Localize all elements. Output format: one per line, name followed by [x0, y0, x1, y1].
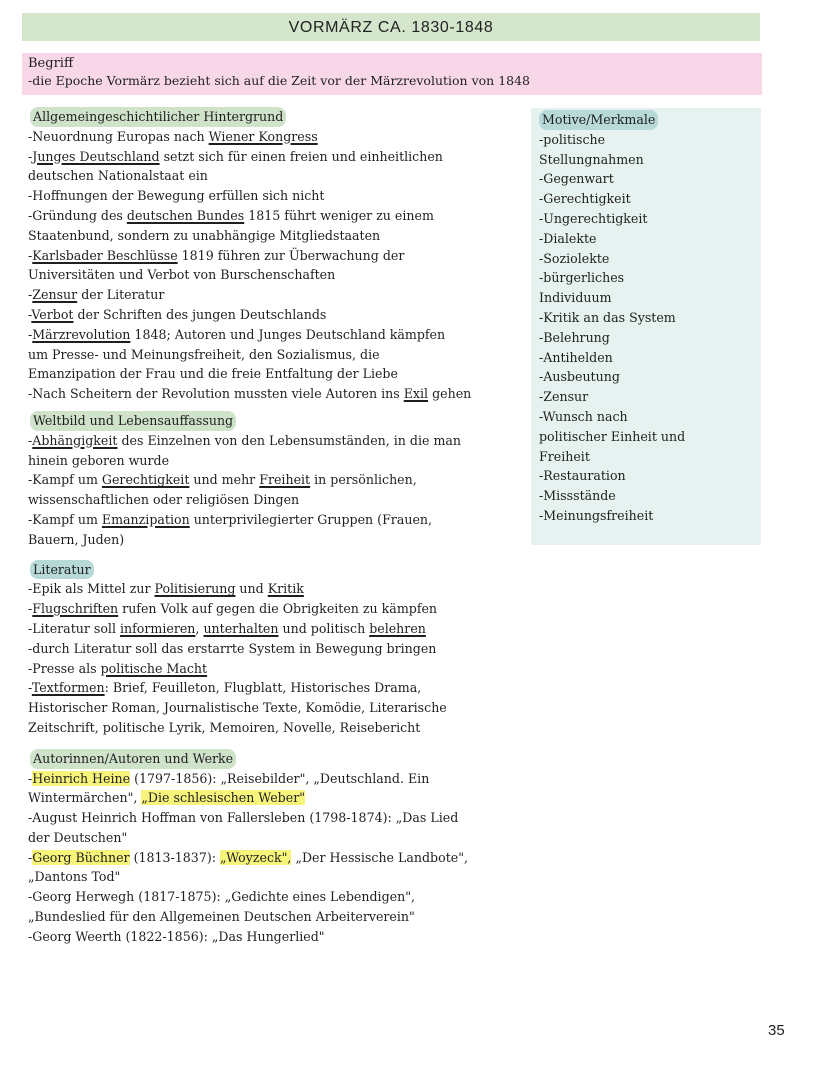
literatur-lines [28, 579, 526, 737]
motive-item: -Soziolekte [539, 250, 610, 266]
text-line [28, 848, 526, 868]
text-segment: „Der Hessische Landbote", [291, 849, 469, 865]
text-segment: setzt sich für einen freien und einheitlichen [159, 148, 443, 164]
underlined-term: Wiener Kongress [208, 128, 318, 144]
text-line [28, 510, 526, 530]
text-segment: -Presse als [28, 660, 101, 676]
text-line [28, 147, 526, 167]
text-line [28, 451, 526, 471]
text-segment: -August Heinrich Hoffman von Fallersleben (1798-1874): „Das Lied [28, 810, 459, 826]
motive-heading: Motive/Merkmale [539, 110, 658, 130]
text-segment: in persönlichen, [310, 472, 417, 488]
text-segment: „Dantons Tod" [28, 869, 121, 885]
underlined-term: Kritik [267, 581, 304, 597]
motive-item: -politische [539, 131, 606, 147]
underlined-term: unterhalten [203, 620, 279, 636]
motive-box [531, 108, 761, 545]
text-segment: Bauern, Juden) [28, 531, 125, 547]
text-line [28, 579, 526, 599]
motive-item: -Antihelden [539, 349, 613, 365]
text-segment: -Neuordnung Europas nach [28, 128, 209, 144]
text-segment: des Einzelnen von den Lebensumständen, in die man [117, 432, 462, 448]
autoren-heading: Autorinnen/Autoren und Werke [30, 749, 236, 769]
text-segment: - [28, 326, 33, 342]
autoren-section [28, 749, 526, 947]
text-segment: - [28, 247, 33, 263]
text-segment: (1797-1856): „Reisebilder", „Deutschland. Ein [130, 770, 430, 786]
motive-item: Stellungnahmen [539, 151, 644, 167]
text-segment: der Schriften des jungen Deutschlands [73, 306, 327, 322]
text-line [28, 599, 526, 619]
text-line [28, 431, 526, 451]
motive-item: -Meinungsfreiheit [539, 507, 654, 523]
motive-item: -Restauration [539, 468, 626, 484]
text-segment: - [28, 849, 33, 865]
text-segment: - [28, 306, 32, 322]
text-segment: - [28, 432, 33, 448]
underlined-term: Flugschriften [32, 601, 119, 617]
text-segment: -Georg Weerth (1822-1856): „Das Hungerlied" [28, 928, 325, 944]
weltbild-lines [28, 431, 526, 550]
underlined-term: belehren [369, 620, 426, 636]
motive-item: politischer Einheit und [539, 428, 686, 444]
text-segment: - [28, 770, 33, 786]
underlined-term: deutschen Bundes [126, 207, 245, 223]
text-line [28, 619, 526, 639]
text-segment: Emanzipation der Frau und die freie Entfaltung der Liebe [28, 366, 398, 382]
text-line [28, 867, 526, 887]
text-segment: -Gründung des [28, 207, 127, 223]
underlined-term: Emanzipation [101, 511, 190, 527]
text-line [28, 828, 526, 848]
text-segment: -Epik als Mittel zur [28, 581, 155, 597]
text-line [28, 530, 526, 550]
text-line [28, 907, 526, 927]
text-segment: Staatenbund, sondern zu unabhängige Mitgliedstaaten [28, 227, 381, 243]
motive-item: -Wunsch nach [539, 408, 628, 424]
text-segment: - [28, 680, 32, 696]
text-line [28, 166, 526, 186]
text-line [28, 127, 526, 147]
text-line [28, 384, 526, 404]
text-line [28, 718, 526, 738]
text-segment: rufen Volk auf gegen die Obrigkeiten zu kämpfen [118, 601, 438, 617]
text-line [28, 305, 526, 325]
underlined-term: Exil [403, 386, 429, 402]
text-line [28, 226, 526, 246]
text-segment: wissenschaftlichen oder religiösen Dingen [28, 492, 300, 508]
begriff-section [22, 53, 762, 95]
underlined-term: Politisierung [154, 581, 236, 597]
motive-item: Individuum [539, 290, 612, 306]
text-line [28, 186, 526, 206]
begriff-text: -die Epoche Vormärz bezieht sich auf die Zeit vor der Märzrevolution von 1848 [28, 73, 531, 88]
text-line [28, 285, 526, 305]
hintergrund-heading: Allgemeingeschichtilicher Hintergrund [30, 107, 286, 127]
text-segment: (1813-1837): [129, 849, 220, 865]
underlined-term: Textformen [31, 680, 105, 696]
text-segment: -Georg Herwegh (1817-1875): „Gedichte eines Lebendigen", [28, 889, 415, 905]
highlighted-text: „Woyzeck", [220, 849, 292, 865]
text-line [28, 887, 526, 907]
text-segment: Universitäten und Verbot von Burschenschaften [28, 267, 336, 283]
main-column [28, 107, 526, 954]
text-segment: -durch Literatur soll das erstarrte System in Bewegung bringen [28, 640, 437, 656]
highlighted-text: Heinrich Heine [32, 770, 131, 786]
literatur-section [28, 560, 526, 738]
hintergrund-section [28, 107, 526, 404]
highlighted-text: „Die schlesischen Weber" [141, 790, 306, 806]
underlined-term: Junges Deutschland [32, 148, 160, 164]
text-line [28, 470, 526, 490]
text-segment: hinein geboren wurde [28, 452, 170, 468]
motive-item: -bürgerliches [539, 270, 625, 286]
text-segment: deutschen Nationalstaat ein [28, 168, 208, 184]
text-segment: - [28, 148, 33, 164]
text-line [28, 698, 526, 718]
motive-item: -Belehrung [539, 329, 610, 345]
weltbild-section [28, 411, 526, 550]
text-segment: , [195, 620, 204, 636]
hintergrund-lines [28, 127, 526, 404]
autoren-lines [28, 769, 526, 947]
text-line [28, 345, 526, 365]
text-line [28, 659, 526, 679]
motive-item: -Ausbeutung [539, 369, 620, 385]
literatur-heading: Literatur [30, 560, 94, 580]
text-segment: Wintermärchen", [28, 790, 142, 806]
text-segment: - [28, 601, 33, 617]
underlined-term: Freiheit [259, 472, 311, 488]
text-segment: und [235, 581, 268, 597]
text-line [28, 325, 526, 345]
motive-item: -Dialekte [539, 230, 597, 246]
text-segment: : Brief, Feuilleton, Flugblatt, Historisches Drama, [104, 680, 422, 696]
underlined-term: Karlsbader Beschlüsse [32, 247, 178, 263]
text-segment: der Deutschen" [28, 829, 128, 845]
text-segment: 1819 führen zur Überwachung der [177, 247, 405, 263]
text-segment: um Presse- und Meinungsfreiheit, den Sozialismus, die [28, 346, 380, 362]
text-line [28, 927, 526, 947]
text-segment: und politisch [278, 620, 370, 636]
text-segment: Historischer Roman, Journalistische Texte, Komödie, Literarische [28, 700, 447, 716]
weltbild-heading: Weltbild und Lebensauffassung [30, 411, 236, 431]
text-segment: 1848; Autoren und Junges Deutschland kämpfen [130, 326, 446, 342]
underlined-term: informieren [120, 620, 196, 636]
text-segment: -Nach Scheitern der Revolution mussten viele Autoren ins [28, 386, 404, 402]
motive-item: -Gerechtigkeit [539, 191, 631, 207]
motive-item: -Missstände [539, 488, 616, 504]
page-title: VORMÄRZ CA. 1830-1848 [22, 13, 760, 41]
motive-list [539, 130, 753, 526]
text-segment: „Bundeslied für den Allgemeinen Deutschen Arbeiterverein" [28, 909, 415, 925]
text-segment: der Literatur [77, 287, 165, 303]
text-line [28, 808, 526, 828]
text-line [28, 364, 526, 384]
text-line [28, 246, 526, 266]
begriff-heading: Begriff [28, 56, 74, 71]
text-segment: unterprivilegierter Gruppen (Frauen, [189, 511, 433, 527]
text-line [28, 788, 526, 808]
text-segment: und mehr [189, 472, 260, 488]
motive-item: -Gegenwart [539, 171, 614, 187]
text-line [28, 206, 526, 226]
motive-item: Freiheit [539, 448, 590, 464]
text-segment: 1815 führt weniger zu einem [244, 207, 434, 223]
text-line [28, 678, 526, 698]
page-number: 35 [768, 1022, 785, 1039]
motive-item: -Kritik an das System [539, 309, 676, 325]
underlined-term: Märzrevolution [32, 326, 131, 342]
text-segment: - [28, 287, 33, 303]
text-segment: gehen [428, 386, 472, 402]
text-line [28, 265, 526, 285]
underlined-term: Zensur [32, 287, 78, 303]
text-line [28, 639, 526, 659]
text-segment: -Kampf um [28, 511, 102, 527]
underlined-term: Verbot [31, 306, 74, 322]
text-segment: Zeitschrift, politische Lyrik, Memoiren, Novelle, Reisebericht [28, 719, 421, 735]
text-line [28, 769, 526, 789]
text-segment: -Hoffnungen der Bewegung erfüllen sich nicht [28, 188, 325, 204]
highlighted-text: Georg Büchner [32, 849, 130, 865]
text-line [28, 490, 526, 510]
motive-item: -Zensur [539, 389, 589, 405]
motive-item: -Ungerechtigkeit [539, 210, 648, 226]
text-segment: -Kampf um [28, 472, 102, 488]
text-segment: -Literatur soll [28, 620, 120, 636]
underlined-term: Gerechtigkeit [101, 472, 190, 488]
underlined-term: politische Macht [100, 660, 208, 676]
underlined-term: Abhängigkeit [32, 432, 118, 448]
